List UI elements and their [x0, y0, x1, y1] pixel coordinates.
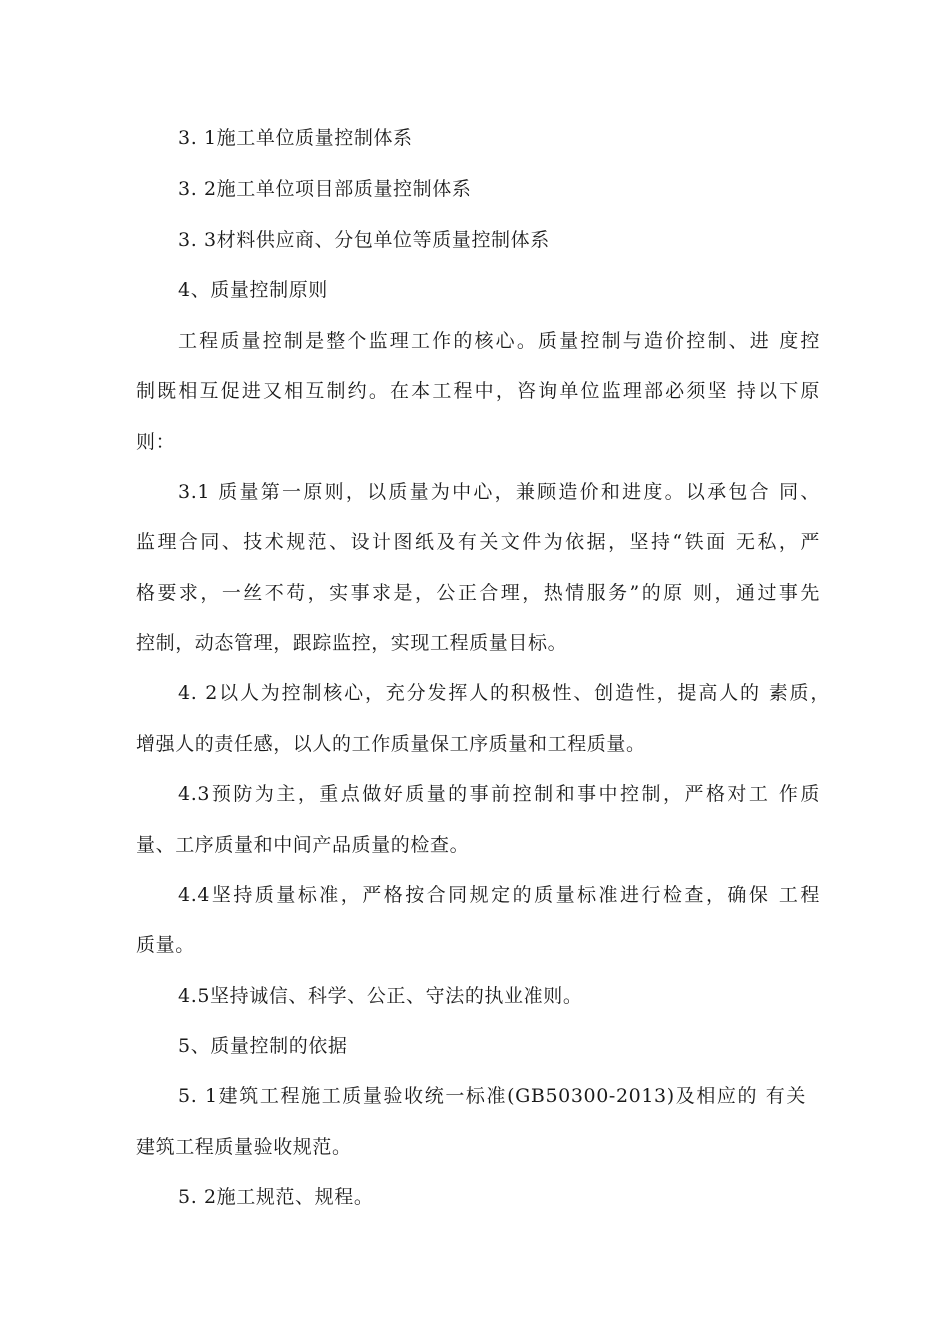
text-line: 4、质量控制原则: [178, 279, 328, 301]
text-line: 质量。: [136, 934, 195, 956]
text-line: 3. 2施工单位项目部质量控制体系: [178, 178, 472, 200]
text-line: 4.4坚持质量标准，严格按合同规定的质量标准进行检查，确保 工程: [178, 884, 820, 906]
text-line: 控制，动态管理，跟踪监控，实现工程质量目标。: [136, 632, 568, 654]
text-line: 5. 1建筑工程施工质量验收统一标准(GB50300-2013)及相应的 有关: [178, 1085, 806, 1107]
text-line: 工程质量控制是整个监理工作的核心。质量控制与造价控制、进 度控: [178, 330, 820, 352]
text-line: 监理合同、技术规范、设计图纸及有关文件为依据，坚持“铁面 无私，严: [136, 531, 820, 553]
text-line: 3. 1施工单位质量控制体系: [178, 127, 413, 149]
text-line: 5、质量控制的依据: [178, 1035, 348, 1057]
text-line: 增强人的责任感，以人的工作质量保工序质量和工程质量。: [136, 733, 646, 755]
text-line: 制既相互促进又相互制约。在本工程中，咨询单位监理部必须坚 持以下原: [136, 380, 820, 402]
text-line: 则：: [136, 431, 176, 453]
text-line: 4.3预防为主，重点做好质量的事前控制和事中控制，严格对工 作质: [178, 783, 820, 805]
text-line: 4.5坚持诚信、科学、公正、守法的执业准则。: [178, 985, 583, 1007]
text-line: 4. 2以人为控制核心，充分发挥人的积极性、创造性，提高人的 素质，: [178, 682, 830, 704]
text-line: 建筑工程质量验收规范。: [136, 1136, 352, 1158]
text-line: 5. 2施工规范、规程。: [178, 1186, 374, 1208]
text-line: 3.1 质量第一原则，以质量为中心，兼顾造价和进度。以承包合 同、: [178, 481, 820, 503]
text-line: 3. 3材料供应商、分包单位等质量控制体系: [178, 229, 550, 251]
text-line: 格要求，一丝不苟，实事求是，公正合理，热情服务”的原 则，通过事先: [136, 582, 820, 604]
text-line: 量、工序质量和中间产品质量的检查。: [136, 834, 470, 856]
